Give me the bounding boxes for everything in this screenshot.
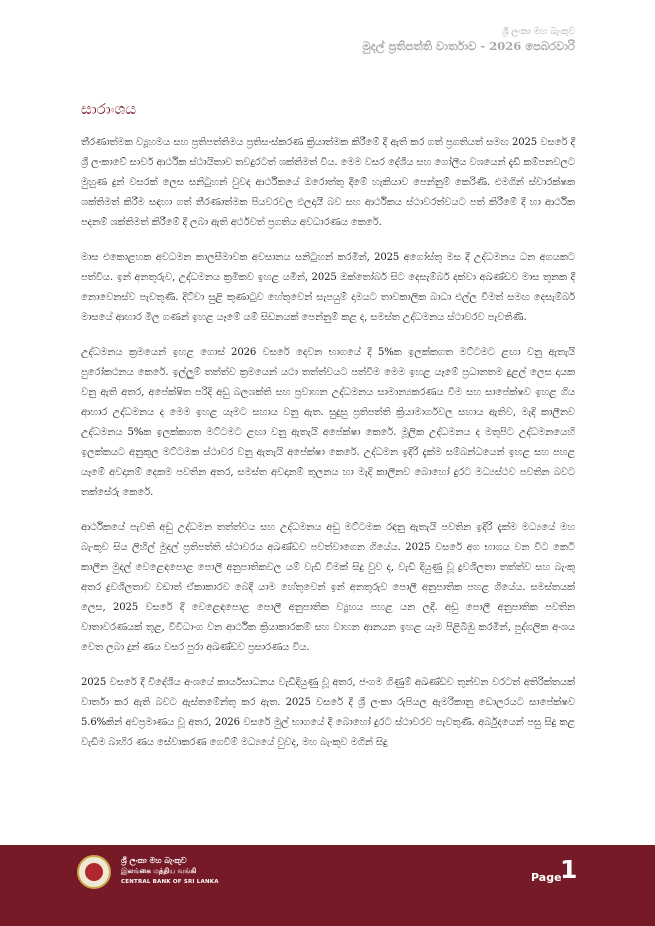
logo-emblem	[85, 863, 103, 881]
page-number: 1	[560, 855, 578, 884]
footer-bank-english: CENTRAL BANK OF SRI LANKA	[121, 879, 219, 885]
paragraph: උද්ධමනය ක්‍රමයෙන් ඉහළ ගොස් 2026 වසරේ දෙවන භාගයේ දී 5%ක ඉලක්කගත මට්ටමට ළඟා වනු ඇතැයි පුරෝකථනය කෙරේ. ඉල්ලුම් තත්ත්ව ක්‍රමයෙන් යථා තත්ත්වයට පත්වීම මෙම ඉහළ යෑමේ ප්‍රධානතම දුළල් ලෙස දායක වනු ඇති අතර, අපේක්ෂිත පරිදි අඩු බලශක්ති සහ ප්‍රවාහන උද්ධමනය සාමාන්‍යකරණය වීම සහ සාපේක්ෂව ඉහළ ගිය ආහාර උද්ධමනය ද මෙම ඉහළ යෑමට සහාය වනු ඇත. සුදුසු ප්‍රතිපත්ති ක්‍රියාමාර්ගවල සහාය ඇතිව, මැදි කාලීනව උද්ධමනය 5%ක ඉලක්කගත මට්ටමට ළඟා වනු ඇතැයි අපේක්ෂා කෙරේ. මූලික උද්ධමනය ද මතුපිට උද්ධමනයෙහි ඉලක්කයට අනුකූල මට්ටමක ස්ථාවර වනු ඇතැයි අපේක්ෂා කෙරේ. උද්ධමන ඉදිරි දැක්ම සම්බන්ධයෙන් ඉහළ සහ පහළ යෑමේ අවදානම් දෙකම පවතින අතර, සමස්ත අවදානම් තුලනය හා මැදි කාලීනව බොහෝ දුරට මධ්‍යස්ථව පවතින බවට තක්සේරු කෙරේ.	[81, 347, 575, 498]
page-footer	[0, 845, 655, 926]
page-label: Page	[531, 871, 562, 884]
paragraph: තීරණාත්මක ව්‍යූහමය සහ ප්‍රතිපත්තිමය ප්‍රතිසංස්කරණ ක්‍රියාත්මක කිරීමේ දී ඇති කර ගත් ප්‍රගතියත් සමඟ 2025 වසරේ දී ශ්‍රී ලංකාවේ සාර්ව ආර්ථික ස්ථායිතාව තවදුරටත් ශක්තිමත් විය. මෙම වසර දේශීය සහ ගෝලීය වශයෙන් දැඩි කම්පනවලට මුහුණ දුන් වසරක් ලෙස සනිටුහන් වුවද ආර්ථිකයේ ඔරොත්තු දීමේ හැකියාව පෙන්නුම් කෙරිණි. එමගින් ස්වාරක්ෂක ශක්තිමත් කිරීම සඳහා ගත් තීරණාත්මක පියවරවල ඵලදායී බව සහ ආර්ථිකය ස්ථාවරත්වයට පත් කිරීමේ දී හා ආර්ථික පදනම් ශක්තිමත් කිරීමේ දී ලබා ඇති අර්ථවත් ප්‍රගතිය අවධාරණය කෙරේ.	[81, 137, 575, 228]
central-bank-logo-icon	[77, 855, 111, 889]
paragraph: ආර්ථිකයේ පැවති අඩු උද්ධමන තත්ත්වය සහ උද්ධමනය අඩු මට්ටමක රඳනු ඇතැයි පවතින ඉදිරි දැක්ම මධ්‍යයේ මහ බැංකුව සිය ලිහිල් මුදල් ප්‍රතිපත්ති ස්ථාවරය අඛණ්ඩව පවත්වාගෙන ගියේය. 2025 වසරේ අග භාගය වන විට කෙටි කාලීන මුදල් වෙළෙඳපොළ පොලී අනුපාතිකවල යම් වැඩි වීමක් සිදු වුව ද, වැඩි දියුණු වූ ද්‍රවශීලතා තත්ත්ව සහ බැංකු අතර ද්‍රවශීලතාව වඩාත් ඒකාකාරව බෙදී යාම හේතුවෙන් ඉන් අනතුරුව පොලී අනුපාතික පහළ ගියේය. සමස්තයක් ලෙස, 2025 වසරේ දී වෙළෙඳපොළ පොලී අනුපාතික ව්‍යූහය පහළ යන ලදී. අඩු පොලී අනුපාතික පවතින වාතාවරණයක් තුළ, විවිධාංග වන ආර්ථික ක්‍රියාකාරකම් සහ වාහන ආනයන ඉහළ යෑම පිළිබිඹු කරමින්, පුද්ගලික අංශය වෙත ලබා දුන් ණය වසර පුරා අඛණ්ඩව ප්‍රසාරණය විය.	[81, 522, 575, 653]
header-report-title: මුදල් ප්‍රතිපත්ති වාර්තාව - 2026 පෙබරවාරි	[362, 39, 575, 53]
footer-bank-tamil: இலங்கை மத்திய வங்கி	[121, 867, 197, 875]
header-bank-name: ශ්‍රී ලංකා මහ බැංකුව	[501, 27, 575, 37]
section-title: සාරාංශය	[81, 100, 137, 118]
page-header	[362, 26, 575, 54]
paragraph: මාස එකොළහක අවධමන කාලසීමාවක අවසානය සනිටුහන් කරමින්, 2025 අගෝස්තු මස දී උද්ධමනය ධන අගයකට පත්විය. ඉන් අනතුරුව, උද්ධමනය ක්‍රමිකව ඉහළ යමින්, 2025 ඔක්තෝබර් සිට දෙසැම්බර් දක්වා අඛණ්ඩව මාස තුනක දී නොවෙනස්ව පැවතුණි. දිට්වා සුළි කුණාටුව හේතුවෙන් සැපයුම් දාමයට තාවකාලික බාධා එල්ල වීමත් සමඟ දෙසැම්බර් මාසයේ ආහාර මිල ගණන් ඉහළ යෑමේ යම් සිඩනයක් පෙන්නුම් කළ ද, සමස්ත උද්ධමනය ස්ථාවරව පැවතිණි.	[81, 252, 575, 323]
footer-bank-sinhala: ශ්‍රී ලංකා මහ බැංකුව	[121, 856, 187, 865]
paragraph: 2025 වසරේ දී විදේශීය අංශයේ කාර්යසාධනය වැඩිදියුණු වූ අතර, ජංගම ගිණුම් අඛණ්ඩව තුන්වන වරටත් අතිරික්තයක් වාර්තා කර ඇති බවට ඇස්තමේන්තු කර ඇත. 2025 වසරේ දී ශ්‍රී ලංකා රුපියල ඇමරිකානු ඩොලරයට සාපේක්ෂව 5.6%කින් අවප්‍රමාණය වූ අතර, 2026 වසරේ මුල් භාගයේ දී බොහෝ දුරට ස්ථාවරව පැවතුණි. අර්බුදයෙන් පසු සිදු කළ වැඩිම බාහිර ණය සේවාකරණ ගෙවීම් මධ්‍යයේ වුවද, මහ බැංකුව මගින් සිදු	[81, 677, 575, 748]
footer-bank-names	[121, 855, 219, 888]
main-content	[81, 133, 575, 768]
